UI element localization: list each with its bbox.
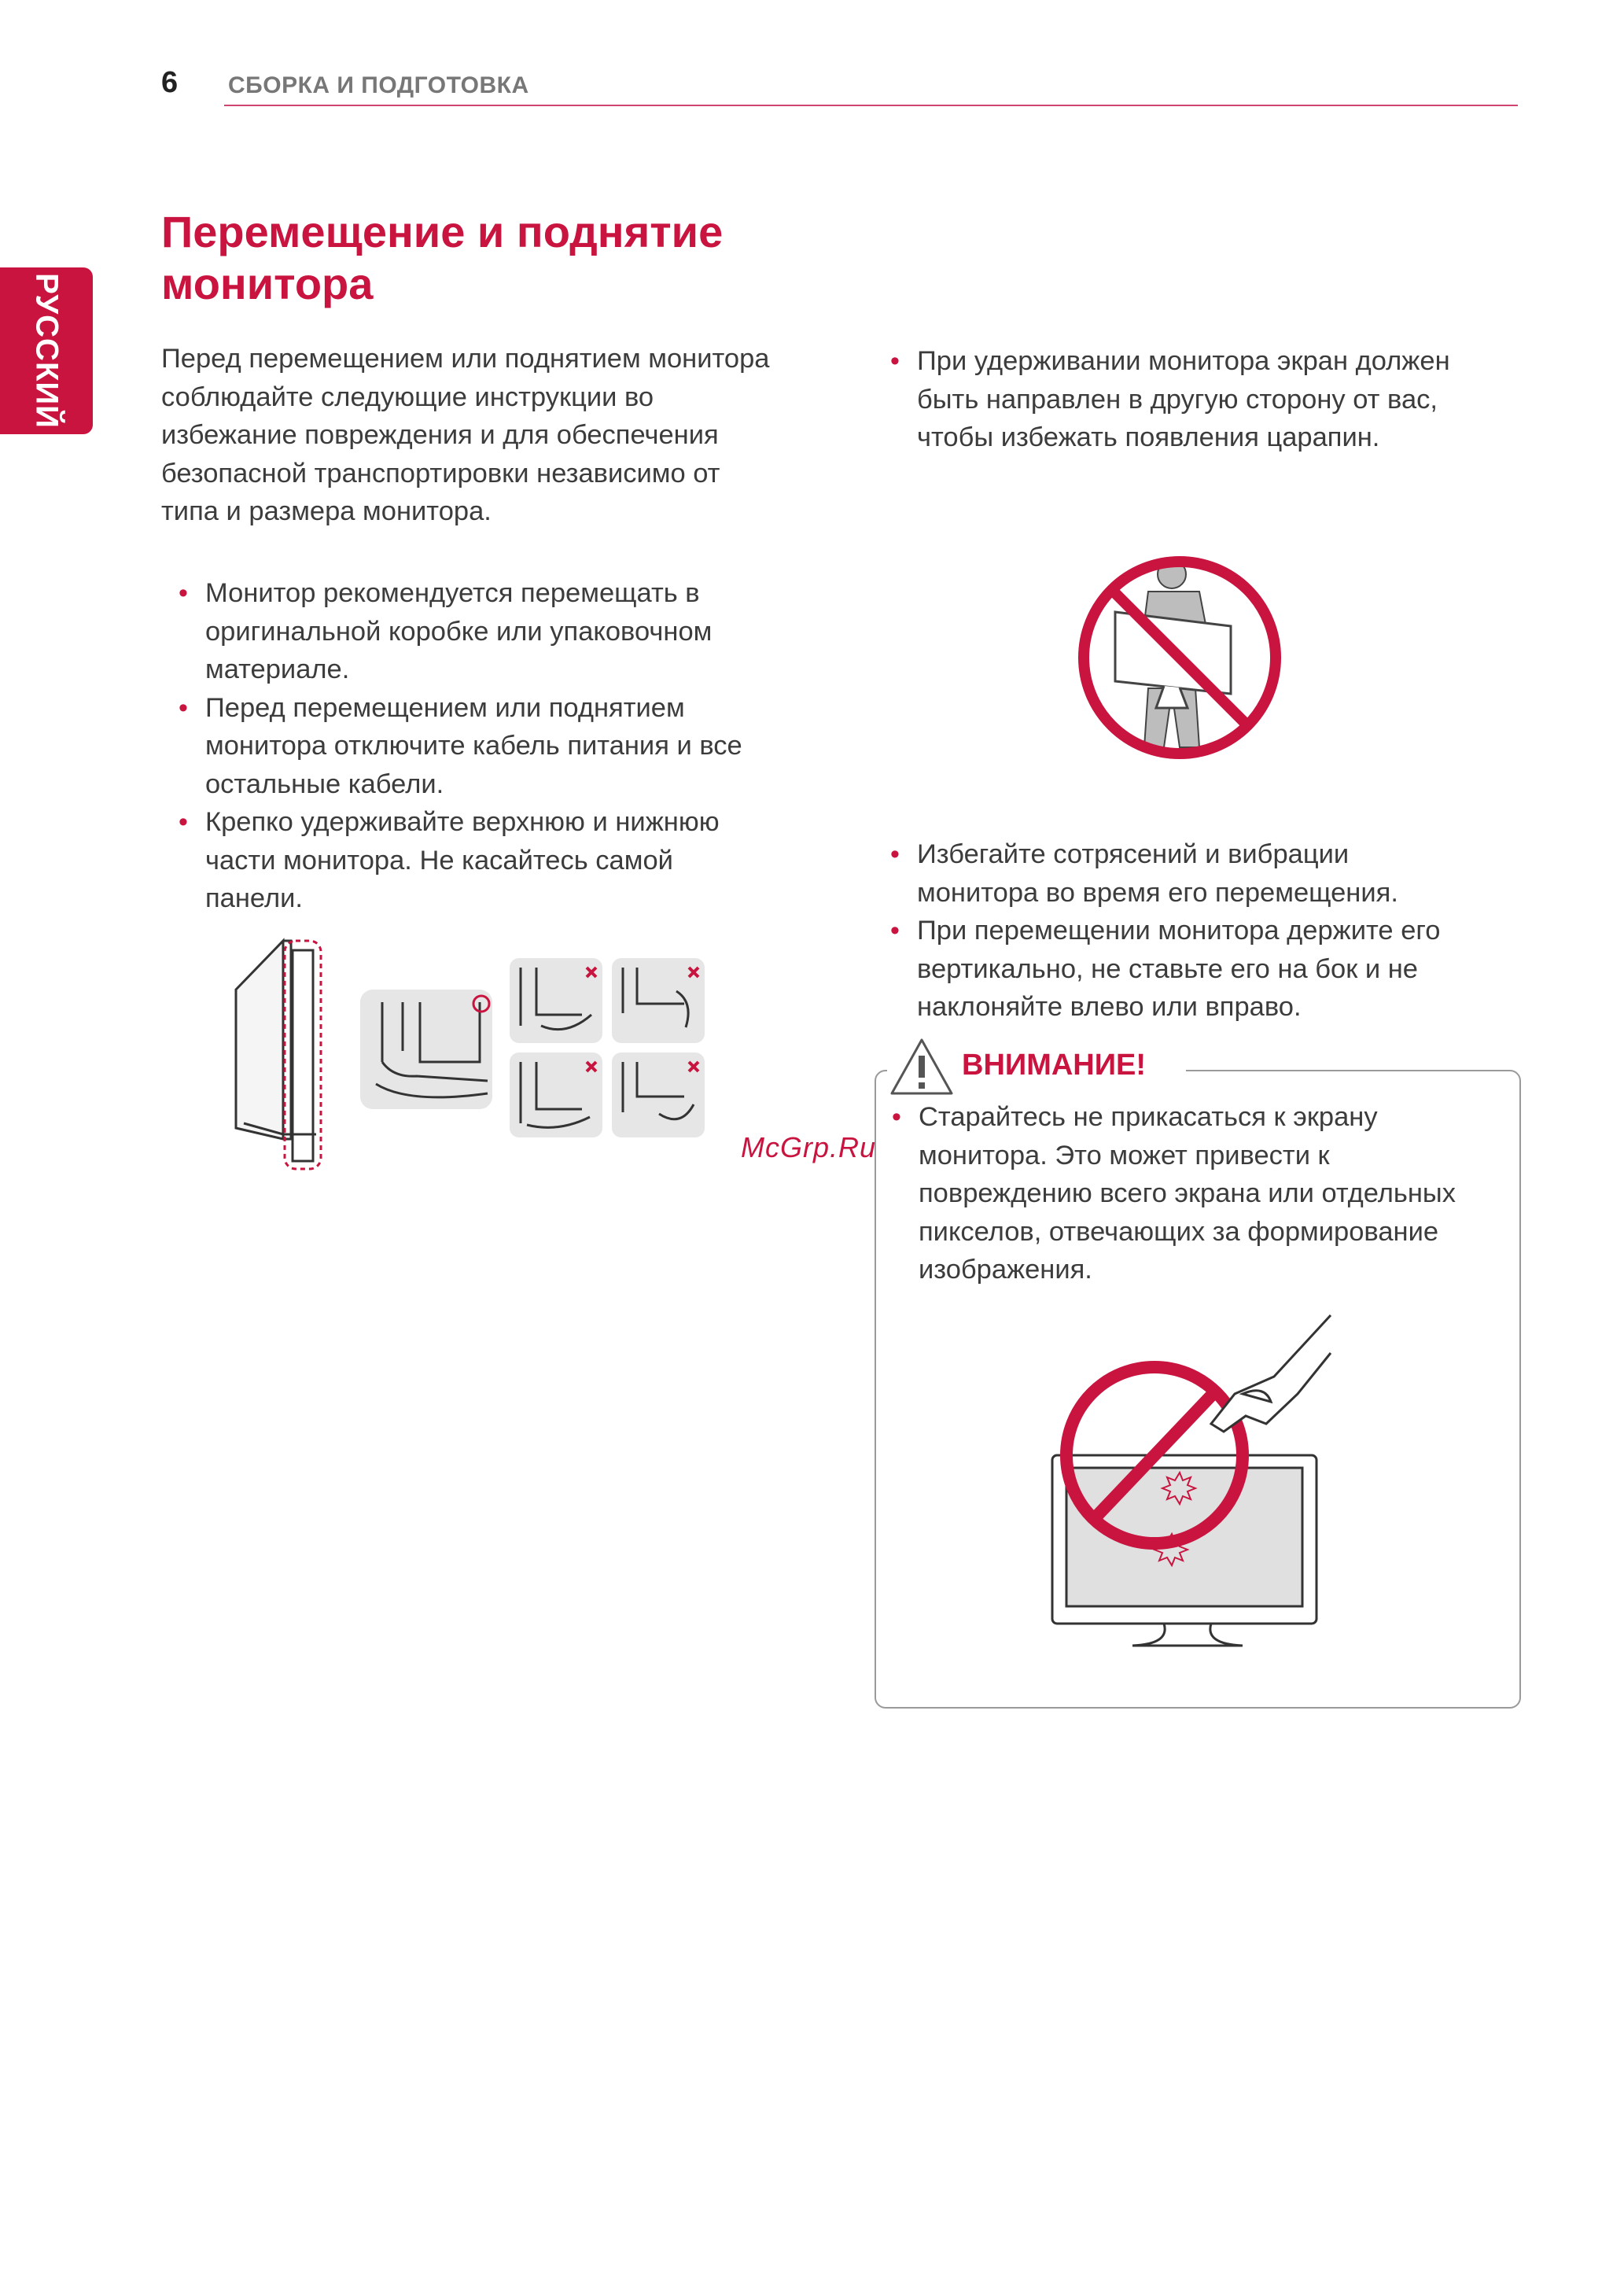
watermark: McGrp.Ru [741,1131,877,1163]
bullet: • [890,916,900,946]
list-item-line: Старайтесь не прикасаться к экрану [919,1102,1378,1132]
list-item-line: панели. [205,883,303,913]
list-item-line: Избегайте сотрясений и вибрации [917,839,1350,869]
list-item-line: изображения. [919,1255,1092,1285]
list-item-line: остальные кабели. [205,769,444,799]
list-item-line: монитора отключите кабель питания и все [205,731,742,761]
intro-line: избежание повреждения и для обеспечения [161,420,719,450]
list-item [873,342,1518,457]
list-item-line: монитора во время его перемещения. [917,877,1398,908]
intro-line: Перед перемещением или поднятием монитора [161,344,770,374]
screen-facing-note [873,342,1518,457]
caution-list [875,1098,1504,1289]
page-title [161,206,806,310]
handling-instructions-list [161,574,838,918]
list-item [161,574,838,689]
list-item [873,835,1518,912]
bullet: • [892,1102,901,1132]
holding-monitor-illustration [228,927,731,1178]
intro-line: соблюдайте следующие инструкции во [161,382,654,412]
page-number: 6 [161,66,179,99]
list-item-line: Крепко удерживайте верхнюю и нижнюю [205,807,720,837]
list-item-line: пикселов, отвечающих за формирование [919,1216,1439,1247]
title-line: монитора [161,259,374,308]
list-item-line: материале. [205,654,350,684]
touching-screen-illustration [1038,1306,1337,1652]
prohibited-carrying-illustration [1070,551,1290,763]
list-item-line: быть направлен в другую сторону от вас, [917,384,1438,415]
list-item-line: чтобы избежать появления царапин. [917,422,1380,452]
intro-line: безопасной транспортировки независимо от [161,458,720,488]
language-tab [0,267,93,434]
intro-paragraph [161,340,838,531]
list-item-line: вертикально, не ставьте его на бок и не [917,953,1418,984]
bullet: • [179,578,188,608]
caution-label: ВНИМАНИЕ! [962,1049,1147,1082]
transport-instructions-list [873,835,1518,1027]
list-item [875,1098,1504,1289]
bullet: • [890,346,900,376]
language-tab-label: РУССКИЙ [29,273,64,429]
list-item [161,803,838,918]
list-item-line: Монитор рекомендуется перемещать в [205,578,700,608]
list-item-line: При перемещении монитора держите его [917,916,1441,946]
list-item [873,912,1518,1027]
list-item-line: оригинальной коробке или упаковочном [205,616,713,647]
section-title: СБОРКА И ПОДГОТОВКА [228,72,529,98]
list-item-line: монитора. Это может привести к [919,1140,1330,1170]
list-item-line: части монитора. Не касайтесь самой [205,845,673,876]
list-item-line: повреждению всего экрана или отдельных [919,1178,1456,1208]
list-item-line: При удерживании монитора экран должен [917,346,1450,376]
bullet: • [179,692,188,723]
list-item-line: наклоняйте влево или вправо. [917,992,1302,1022]
intro-line: типа и размера монитора. [161,496,492,526]
warning-triangle-icon [889,1037,955,1097]
title-line: Перемещение и поднятие [161,207,724,256]
header-divider [224,105,1518,106]
bullet: • [890,839,900,869]
bullet: • [179,807,188,837]
list-item [161,689,838,804]
list-item-line: Перед перемещением или поднятием [205,692,685,723]
